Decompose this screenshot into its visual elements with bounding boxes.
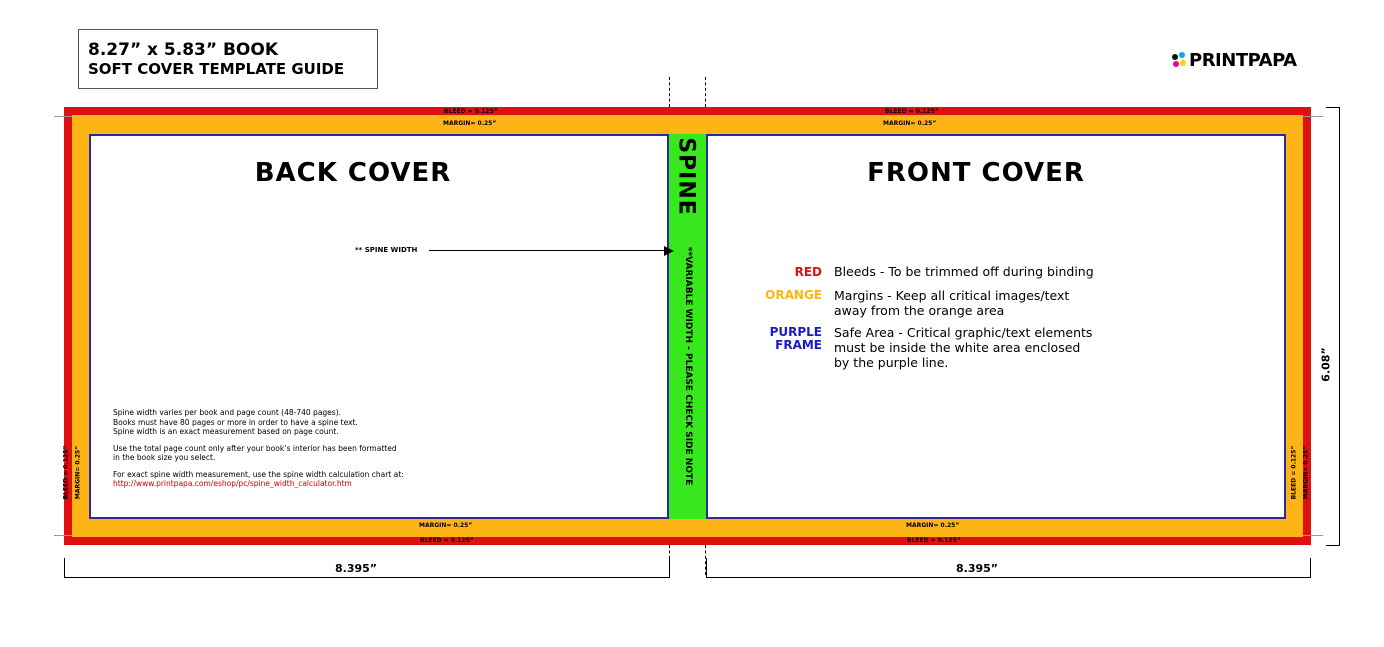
title-line-2: SOFT COVER TEMPLATE GUIDE xyxy=(88,60,345,78)
margin-label-bottom-left: MARGIN= 0.25” xyxy=(419,522,473,529)
dim-tick-left xyxy=(64,558,65,578)
dimension-left-width: 8.395” xyxy=(335,562,378,575)
dim-tick-right-start xyxy=(706,558,707,578)
spine-calculator-link[interactable]: http://www.printpapa.com/eshop/pc/spine_width_calculator.htm xyxy=(113,479,352,488)
arrow-head-icon xyxy=(664,246,674,256)
title-line-1: 8.27” x 5.83” BOOK xyxy=(88,40,278,60)
note-line: Books must have 80 pages or more in order to have a spine text. xyxy=(113,417,358,427)
legend-desc-purple: Safe Area - Critical graphic/text elements must be inside the white area enclosed by the purple line. xyxy=(834,325,1093,370)
note-line: Spine width varies per book and page count (48-740 pages). xyxy=(113,408,342,417)
crop-mark xyxy=(54,535,72,536)
dimension-height: 6.08” xyxy=(1319,347,1333,382)
spine-width-arrow-line xyxy=(429,250,665,251)
legend-key-red: RED xyxy=(794,265,822,279)
printpapa-logo xyxy=(1172,48,1297,72)
spine-width-label: ** SPINE WIDTH xyxy=(355,246,418,254)
note-line: Spine width is an exact measurement based on page count. xyxy=(113,427,339,436)
note-line: Use the total page count only after your book’s interior has been formatted xyxy=(113,443,397,453)
bleed-label-top-left: BLEED = 0.125” xyxy=(444,108,498,115)
margin-label-bottom-right: MARGIN= 0.25” xyxy=(906,522,960,529)
bleed-label-bottom-right: BLEED = 0.125” xyxy=(907,537,961,544)
dimension-right-width: 8.395” xyxy=(956,562,999,575)
note-line: For exact spine width measurement, use the spine width calculation chart at: xyxy=(113,469,404,479)
spine-title: SPINE xyxy=(673,137,699,216)
dim-tick-right xyxy=(1310,558,1311,578)
spine-fold-guide-right-top xyxy=(705,77,706,107)
crop-mark xyxy=(1303,116,1323,117)
template-title-box xyxy=(78,29,378,89)
note-line: in the book size you select. xyxy=(113,453,216,462)
logo-dots-icon xyxy=(1172,50,1186,70)
legend-key-purple: PURPLE FRAME xyxy=(769,325,822,352)
height-dim-tick-top xyxy=(1326,107,1340,108)
height-dim-line xyxy=(1339,107,1340,545)
back-cover-title: BACK COVER xyxy=(254,158,452,188)
bleed-label-side-right: BLEED = 0.125” xyxy=(1290,445,1298,500)
bleed-label-bottom-left: BLEED = 0.125” xyxy=(420,537,474,544)
spine-note: **VARIABLE WIDTH - PLEASE CHECK SIDE NOTE xyxy=(683,246,693,486)
legend-key-orange: ORANGE xyxy=(765,288,822,302)
margin-label-side-left: MARGIN= 0.25” xyxy=(74,445,82,500)
crop-mark xyxy=(54,116,72,117)
bleed-label-side-left: BLEED = 0.125” xyxy=(62,445,70,500)
spine-fold-guide-left-top xyxy=(669,77,670,107)
dim-line-right xyxy=(706,577,1311,578)
margin-label-top-right: MARGIN= 0.25” xyxy=(883,120,937,127)
logo-text: PRINTPAPA xyxy=(1189,49,1297,71)
bleed-label-top-right: BLEED = 0.125” xyxy=(885,108,939,115)
dim-tick-left-end xyxy=(669,558,670,578)
front-cover-title: FRONT COVER xyxy=(867,158,1085,188)
back-cover-notes xyxy=(113,408,473,489)
margin-label-top-left: MARGIN= 0.25” xyxy=(443,120,497,127)
dim-line-left xyxy=(64,577,669,578)
legend-desc-red: Bleeds - To be trimmed off during binding xyxy=(834,264,1094,279)
height-dim-tick-bottom xyxy=(1326,545,1340,546)
crop-mark xyxy=(1303,535,1323,536)
margin-label-side-right: MARGIN= 0.25” xyxy=(1302,445,1310,500)
legend-desc-orange: Margins - Keep all critical images/text away from the orange area xyxy=(834,288,1070,318)
